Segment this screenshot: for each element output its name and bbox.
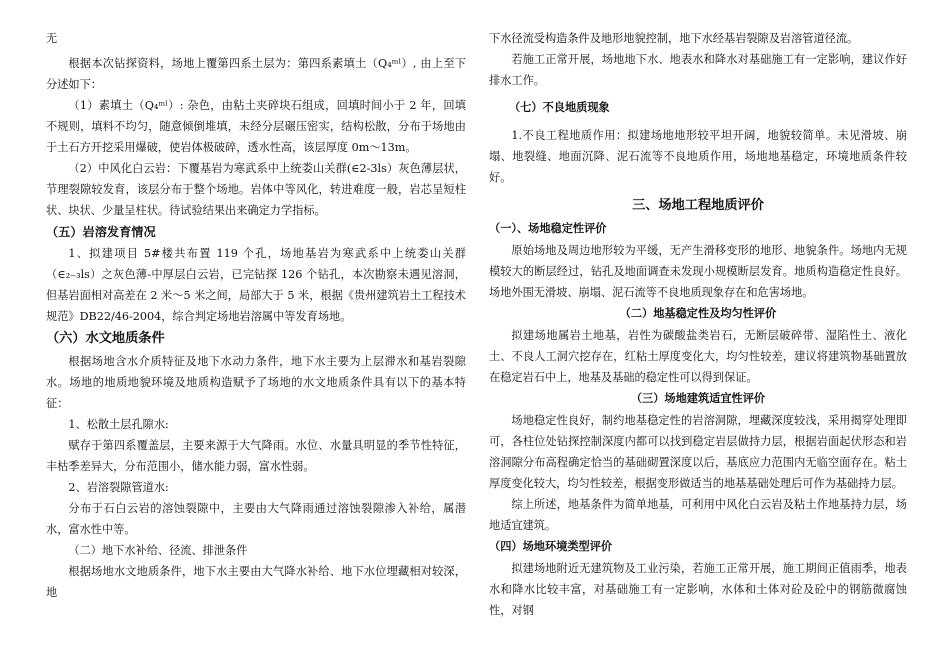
heading-hydrology: （六）水文地质条件 <box>46 331 165 346</box>
paragraph-continued: 下水径流受构造条件及地形地貌控制，地下水经基岩裂隙及岩溶管道径流。 <box>489 32 859 45</box>
paragraph-fill-soil: （1）素填土（Q₄ᵐˡ）: 杂色，由粘土夹碎块石组成，回填时间小于 2 年，回填不规则，填料不均匀，随意倾倒堆填，未经分层碾压密实，结构松散，分布于场地由于土石方开挖采用爆破，使岩体极破碎，透水性高，该层厚度 0m～13m。 <box>46 99 466 154</box>
paragraph-karst: 1、拟建项目 5#楼共布置 119 个孔，场地基岩为寒武系中上统娄山关群（∈₂₋₃ls）之灰色薄-中厚层白云岩，已完钻探 126 个钻孔，本次勘察未遇见溶洞，但基岩面相对高差在 2 米～5 米之间，局部大于 5 米，根据《贵州建筑岩土工程技术规范》DB22/46-2004，综合判定场地岩溶属中等发育场地。 <box>46 247 466 323</box>
recharge-title: （二）地下水补给、径流、排泄条件 <box>68 544 248 557</box>
pore-water-title: 1、松散土层孔隙水: <box>68 418 169 431</box>
paragraph-fissure-water: 分布于石白云岩的溶蚀裂隙中，主要由大气降雨通过溶蚀裂隙渗入补给，属潜水，富水性中等。 <box>46 502 466 536</box>
fissure-water-title: 2、岩溶裂隙管道水: <box>68 481 169 494</box>
paragraph-hydrology: 根据场地含水介质特征及地下水动力条件，地下水主要为上层滞水和基岩裂隙水。场地的地质地貌环境及地质构造赋予了场地的水文地质条件具有以下的基本特征： <box>46 355 466 410</box>
right-column <box>489 28 907 621</box>
heading-uniformity: （二）地基稳定性及均匀性评价 <box>619 307 777 320</box>
paragraph-uniformity: 拟建场地属岩土地基，岩性为碳酸盐类岩石，无断层破碎带、湿陷性土、液化土、不良人工洞穴挖存在，红粘土厚度变化大，均匀性较差，建议将建筑物基础置放在稳定岩石中上，地基及基础的稳定性可以得到保证。 <box>489 329 907 384</box>
paragraph-bad-geology: 1.不良工程地质作用：拟建场地地形较平坦开阔，地貌较简单。未见滑坡、崩塌、地裂缝、地面沉降、泥石流等不良地质作用，场地地基稳定，环境地质条件较好。 <box>489 129 907 184</box>
text-wu: 无 <box>46 32 58 45</box>
heading-stability: （一）、场地稳定性评价 <box>489 222 607 235</box>
paragraph-suitability: 场地稳定性良好，制约地基稳定性的岩溶洞隙，埋藏深度较浅，采用揭穿处理即可，各柱位处钻探控制深度内都可以找到稳定岩层做持力层，根据岩面起伏形态和岩溶洞隙分布高程确定恰当的基础砌置深度以后，基底应力范围内无临空面存在。粘土厚度变化较大，均匀性较差，根据变形做适当的地基基础处理后可作为基础持力层。 <box>489 414 907 490</box>
left-column <box>46 28 466 603</box>
heading-bad-geology: （七）不良地质现象 <box>509 101 610 114</box>
paragraph-pore-water: 赋存于第四系覆盖层，主要来源于大气降雨。水位、水量具明显的季节性特征，丰枯季差异大，分布范围小，储水能力弱，富水性弱。 <box>46 439 466 473</box>
paragraph-dolomite: （2）中风化白云岩：下覆基岩为寒武系中上统娄山关群(∈2-3ls）灰色薄层状，节理裂隙较发育，该层分布于整个场地。岩体中等风化，转进难度一般，岩芯呈短柱状、块状、少量呈柱状。待试验结果出来确定力学指标。 <box>46 162 466 217</box>
heading-karst: （五）岩溶发育情况 <box>46 225 156 239</box>
paragraph-intro: 根据本次钻探资料，场地上覆第四系土层为：第四系素填土（Q₄ᵐˡ）, 由上至下分述如下： <box>46 57 466 91</box>
paragraph-summary: 综上所述，地基条件为简单地基，可利用中风化白云岩及粘土作地基持力层，场地适宜建筑。 <box>489 498 907 532</box>
heading-evaluation: 三、场地工程地质评价 <box>632 198 764 213</box>
heading-environment: （四）场地环境类型评价 <box>489 540 613 553</box>
heading-suitability: （三）场地建筑适宜性评价 <box>630 392 766 405</box>
paragraph-stability: 原始场地及周边地形较为平缓，无产生滑移变形的地形、地貌条件。场地内无规模较大的断层经过，钻孔及地面调查未发现小规模断层发育。地质构造稳定性良好。场地外围无滑坡、崩塌、泥石流等不良地质现象存在和危害场地。 <box>489 244 907 299</box>
paragraph-suggestion: 若施工正常开展，场地地下水、地表水和降水对基础施工有一定影响，建议作好排水工作。 <box>489 53 907 87</box>
paragraph-environment: 拟建场地附近无建筑物及工业污染，若施工正常开展，施工期间正值雨季，地表水和降水比较丰富，对基础施工有一定影响，水体和土体对砼及砼中的钢筋微腐蚀性，对钢 <box>489 562 907 617</box>
paragraph-recharge: 根据场地水文地质条件，地下水主要由大气降水补给、地下水位埋藏相对较深，地 <box>46 565 466 599</box>
